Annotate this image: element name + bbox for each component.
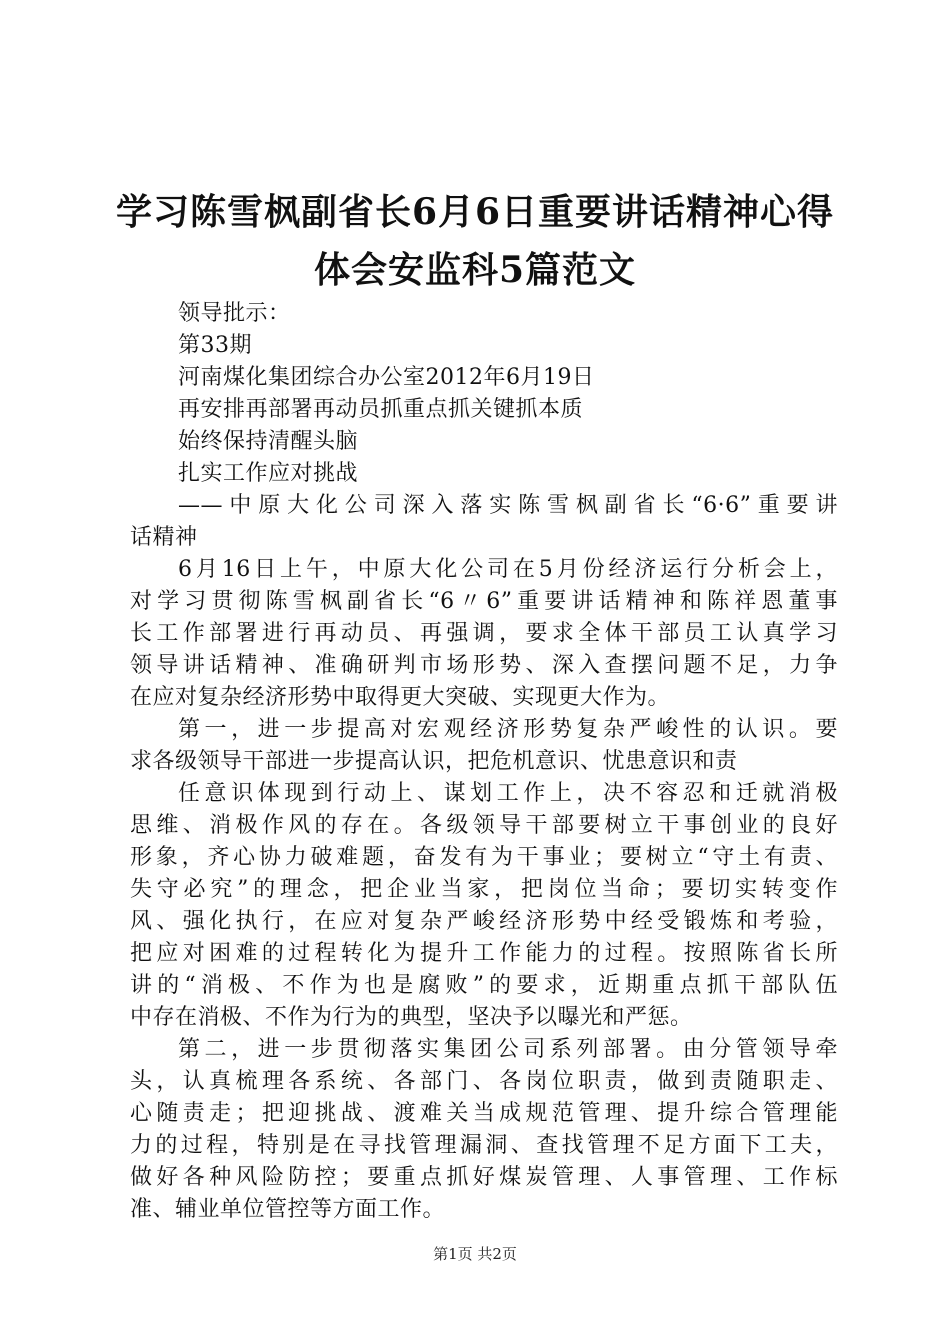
paragraph-4 [130, 1034, 838, 1226]
paragraph-line: 中存在消极、不作为行为的典型，坚决予以曝光和严惩。 [130, 1005, 693, 1030]
paragraph-line: 第二，进一步贯彻落实集团公司系列部署。由分管领导牵 [178, 1037, 838, 1062]
paragraph-line: 求各级领导干部进一步提高认识，把危机意识、忧患意识和责 [130, 749, 738, 774]
paragraph-line: 头，认真梳理各系统、各部门、各岗位职责，做到责随职走、 [130, 1069, 838, 1094]
paragraph-line: 做好各种风险防控；要重点抓好煤炭管理、人事管理、工作标 [130, 1165, 838, 1190]
paragraph-line: 领导讲话精神、准确研判市场形势、深入查摆问题不足，力争 [130, 653, 838, 678]
paragraph-line: 讲的“消极、不作为也是腐败”的要求，近期重点抓干部队伍 [130, 973, 838, 998]
paragraph-line: 思维、消极作风的存在。各级领导干部要树立干事创业的良好 [130, 813, 838, 838]
paragraph-3 [130, 778, 838, 1034]
paragraph-line: 准、辅业单位管控等方面工作。 [130, 1197, 446, 1222]
meta-line: 领导批示： [178, 301, 291, 326]
paragraph-line: 任意识体现到行动上、谋划工作上，决不容忍和迁就消极 [178, 781, 838, 806]
paragraph-line: 6月16日上午，中原大化公司在5月份经济运行分析会上， [178, 557, 838, 582]
meta-line: 河南煤化集团综合办公室2012年6月19日 [178, 365, 595, 390]
document-title-line-1: 学习陈雪枫副省长6月6日重要讲话精神心得 [115, 191, 835, 233]
paragraph-line: 长工作部署进行再动员、再强调，要求全体干部员工认真学习 [130, 621, 838, 646]
paragraph-line: 把应对困难的过程转化为提升工作能力的过程。按照陈省长所 [130, 941, 838, 966]
paragraph-line: 心随责走；把迎挑战、渡难关当成规范管理、提升综合管理能 [130, 1101, 838, 1126]
document-title-line-2: 体会安监科5篇范文 [313, 249, 637, 291]
meta-line: 扎实工作应对挑战 [178, 461, 359, 486]
paragraph-line: 力的过程，特别是在寻找管理漏洞、查找管理不足方面下工夫， [130, 1133, 838, 1158]
paragraph-line: 失守必究”的理念，把企业当家，把岗位当命；要切实转变作 [130, 877, 838, 902]
paragraph-line: 形象，齐心协力破难题，奋发有为干事业；要树立“守土有责、 [130, 845, 838, 870]
meta-line: 始终保持清醒头脑 [178, 429, 359, 454]
document-body [130, 298, 838, 1226]
paragraph-line: 第一，进一步提高对宏观经济形势复杂严峻性的认识。要 [178, 717, 838, 742]
paragraph-line: 对学习贯彻陈雪枫副省长“6〃6”重要讲话精神和陈祥恩董事 [130, 589, 838, 614]
paragraph-line: 在应对复杂经济形势中取得更大突破、实现更大作为。 [130, 685, 671, 710]
page-number-footer: 第1页 共2页 [433, 1245, 517, 1263]
meta-line: 第33期 [178, 333, 252, 358]
meta-line: 再安排再部署再动员抓重点抓关键抓本质 [178, 397, 584, 422]
paragraph-line: 风、强化执行，在应对复杂严峻经济形势中经受锻炼和考验， [130, 909, 838, 934]
subtitle-line: ——中原大化公司深入落实陈雪枫副省长“6·6”重要讲 [178, 493, 838, 518]
subtitle-line: 话精神 [130, 525, 198, 550]
paragraph-1 [130, 554, 838, 714]
paragraph-2 [130, 714, 838, 778]
